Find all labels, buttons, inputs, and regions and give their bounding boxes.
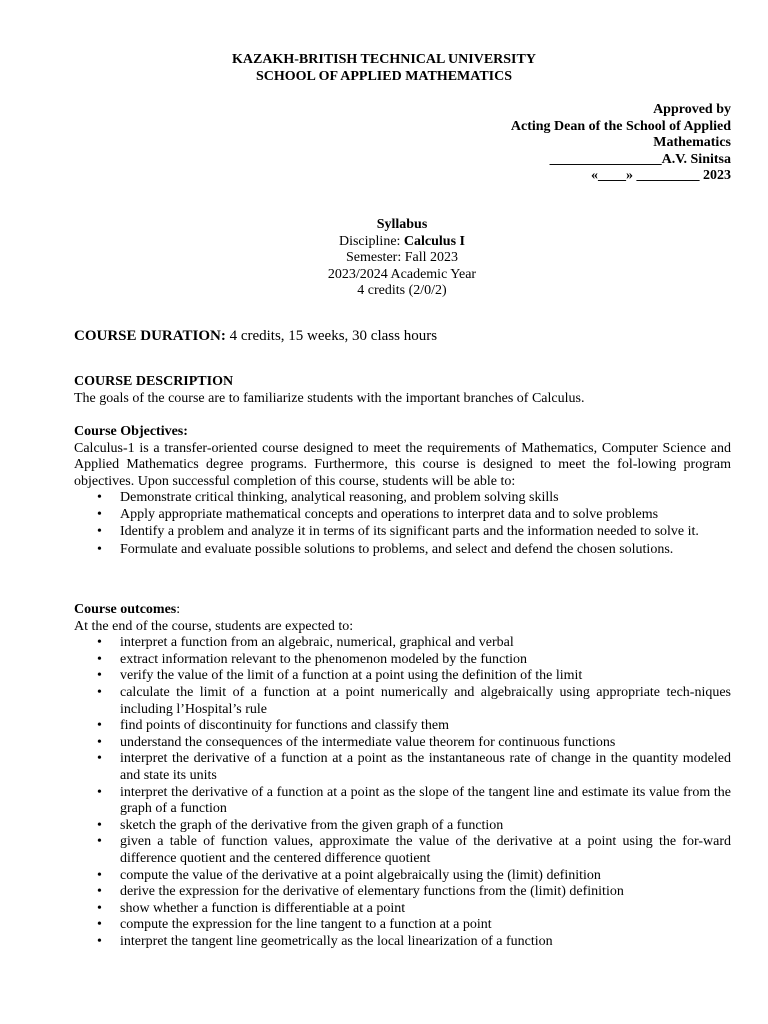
bullet-icon: •: [97, 784, 102, 800]
list-item: • Identify a problem and analyze it in terms of its significant parts and the information needed to solve it.: [97, 523, 699, 539]
school-name: SCHOOL OF APPLIED MATHEMATICS: [255, 68, 513, 84]
university-name: KAZAKH-BRITISH TECHNICAL UNIVERSITY: [232, 52, 536, 67]
list-item: • show whether a function is differentiable at a point: [97, 900, 406, 916]
list-item: • sketch the graph of the derivative from the given graph of a function: [97, 817, 504, 833]
bullet-icon: •: [97, 900, 102, 916]
bullet-icon: •: [97, 884, 102, 900]
outcomes-list: [74, 635, 731, 950]
list-item: • verify the value of the limit of a function at a point using the definition of the limit: [97, 668, 583, 684]
course-outcomes-colon: :: [176, 602, 181, 617]
course-outcomes-heading-line: [74, 602, 731, 619]
approved-by: Approved by: [653, 102, 731, 117]
list-item: • compute the expression for the line tangent to a function at a point: [97, 917, 492, 933]
list-item: • interpret a function from an algebraic, numerical, graphical and verbal: [97, 635, 514, 651]
bullet-icon: •: [97, 834, 102, 850]
bullet-icon: •: [97, 542, 102, 558]
course-description: [74, 374, 734, 407]
list-item: • given a table of function values, approximate the value of the derivative at a point using the for-ward difference quotient and the centered difference quotient: [97, 834, 731, 866]
discipline-label: Discipline:: [338, 233, 404, 249]
list-item: • compute the value of the derivative at a point algebraically using the (limit) definition: [97, 867, 601, 883]
list-item: • calculate the limit of a function at a point numerically and algebraically using appropriate tech-niques including l’Hospital’s rule: [97, 684, 731, 717]
course-outcomes-intro: At the end of the course, students are expected to:: [74, 618, 354, 634]
bullet-icon: •: [97, 651, 102, 667]
bullet-icon: •: [97, 506, 102, 522]
course-outcomes: [74, 602, 731, 950]
syllabus-title: Syllabus: [376, 217, 428, 232]
bullet-icon: •: [97, 751, 102, 767]
course-duration-label: COURSE DURATION:: [74, 328, 226, 344]
course-outcomes-heading: Course outcomes: [74, 602, 177, 617]
bullet-icon: •: [97, 668, 102, 684]
list-item: • interpret the derivative of a function at a point as the instantaneous rate of change in the quantity modeled and state its units: [97, 751, 731, 783]
course-duration: [74, 328, 734, 345]
approval-block: [380, 102, 731, 185]
list-item: • find points of discontinuity for functions and classify them: [97, 718, 449, 734]
bullet-icon: •: [97, 734, 102, 750]
list-item: • interpret the derivative of a function at a point as the slope of the tangent line and estimate its value from the graph of a function: [97, 784, 731, 817]
discipline-line: [0, 234, 768, 251]
objectives-list: [74, 490, 731, 558]
bullet-icon: •: [97, 817, 102, 833]
university-header: [0, 52, 768, 85]
bullet-icon: •: [97, 917, 102, 933]
list-item: • Apply appropriate mathematical concepts and operations to interpret data and to solve problems: [97, 506, 659, 522]
semester: Semester: Fall 2023: [346, 250, 458, 266]
bullet-icon: •: [97, 635, 102, 651]
course-duration-text: 4 credits, 15 weeks, 30 class hours: [225, 328, 438, 344]
list-item: • Demonstrate critical thinking, analytical reasoning, and problem solving skills: [97, 490, 559, 506]
bullet-icon: •: [97, 867, 102, 883]
list-item: • understand the consequences of the intermediate value theorem for continuous functions: [97, 734, 616, 750]
list-item: • derive the expression for the derivative of elementary functions from the (limit) definition: [97, 884, 624, 900]
credits: 4 credits (2/0/2): [357, 283, 447, 299]
list-item: • Formulate and evaluate possible solutions to problems, and select and defend the chosen solutions.: [97, 542, 674, 558]
approver-title-cont: Mathematics: [653, 135, 731, 151]
course-objectives-intro: Calculus-1 is a transfer-oriented course designed to meet the requirements of Mathematics, Computer Science and Applied Mathematics degree programs. Furthermore, this course is designed to meet the fol-lowing program objectives. Upon successful completion of this course, students will be able to:: [74, 440, 731, 489]
signature-line: ________________A.V. Sinitsa: [549, 151, 731, 167]
list-item: • interpret the tangent line geometrically as the local linearization of a function: [97, 933, 553, 949]
approver-title: Acting Dean of the School of Applied: [510, 118, 731, 134]
bullet-icon: •: [97, 523, 102, 539]
approval-date: «____» _________ 2023: [591, 168, 731, 184]
bullet-icon: •: [97, 718, 102, 734]
discipline-value: Calculus I: [403, 233, 465, 249]
academic-year: 2023/2024 Academic Year: [327, 266, 477, 282]
bullet-icon: •: [97, 490, 102, 506]
bullet-icon: •: [97, 933, 102, 949]
course-description-heading: COURSE DESCRIPTION: [74, 374, 234, 389]
bullet-icon: •: [97, 684, 102, 700]
list-item: • extract information relevant to the phenomenon modeled by the function: [97, 651, 528, 667]
course-description-text: The goals of the course are to familiarize students with the important branches of Calculus.: [74, 390, 585, 406]
course-objectives: [74, 424, 731, 559]
course-objectives-heading: Course Objectives:: [74, 424, 188, 439]
syllabus-info: [0, 217, 768, 300]
